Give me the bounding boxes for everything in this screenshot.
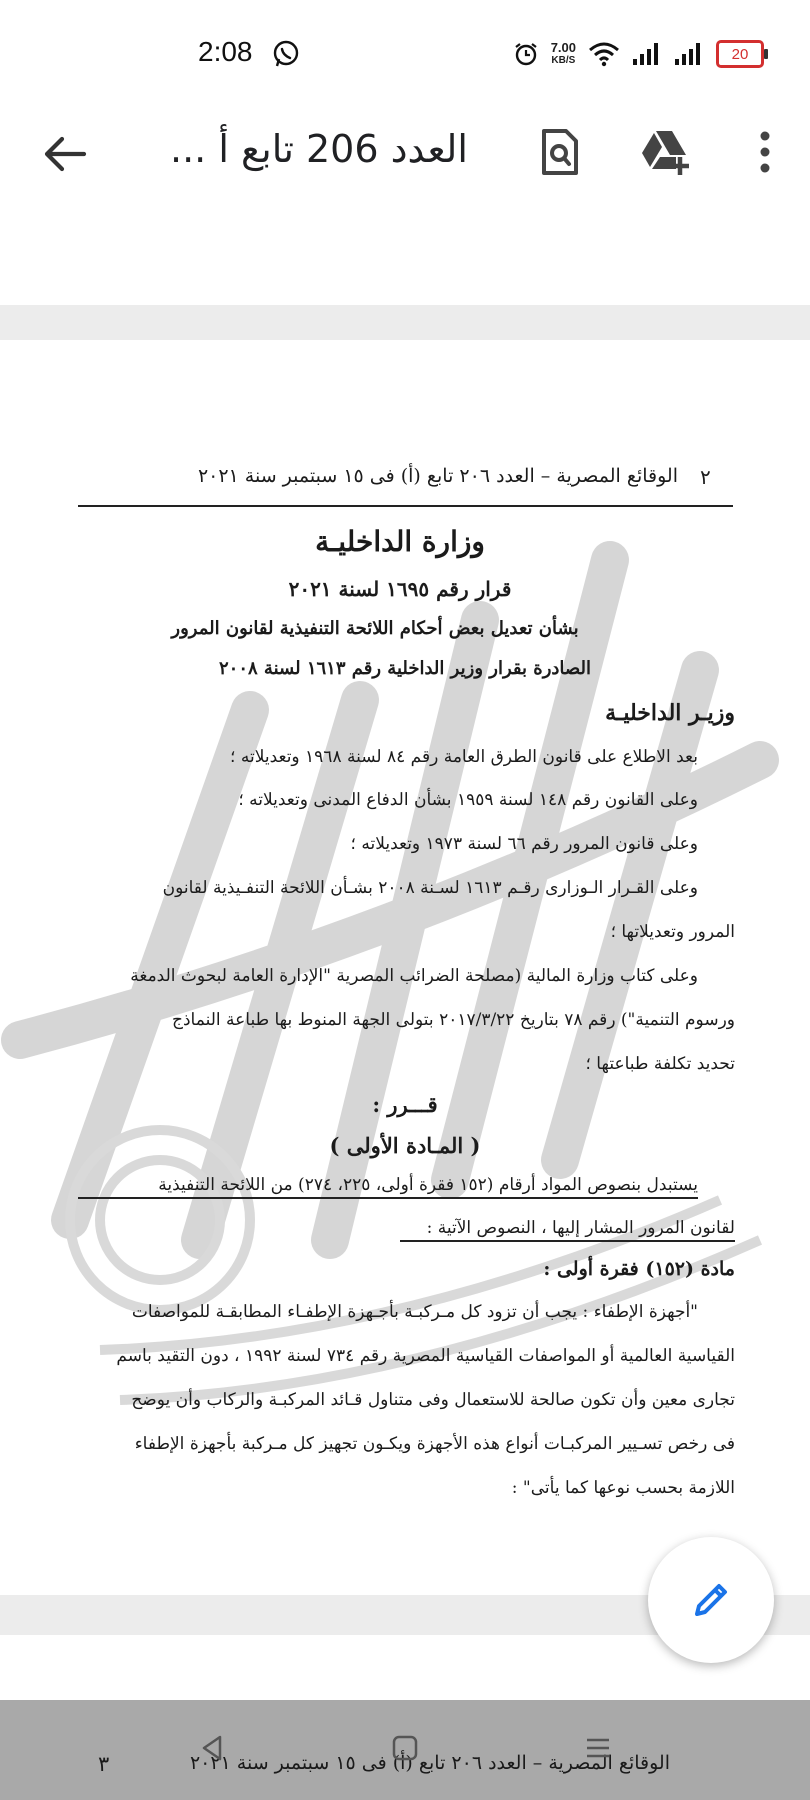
search-document-icon[interactable] <box>530 123 588 181</box>
next-page-header: الوقائع المصرية – العدد ٢٠٦ تابع (أ) فى ١٥ سبتمبر سنة ٢٠٢١ <box>189 1752 670 1774</box>
preamble-line: بعد الاطلاع على قانون الطرق العامة رقم ٨٤ لسنة ١٩٦٨ وتعديلاته ؛ <box>230 747 698 767</box>
nav-back-icon[interactable] <box>196 1732 228 1764</box>
edit-pencil-icon <box>687 1576 735 1624</box>
status-time: 2:08 <box>198 36 253 67</box>
network-speed-unit: KB/S <box>551 55 576 66</box>
preamble-line: وعلى القانون رقم ١٤٨ لسنة ١٩٥٩ بشأن الدفاع المدنى وتعديلاته ؛ <box>238 790 698 810</box>
whatsapp-icon <box>272 40 300 68</box>
preamble-line: المرور وتعديلاتها ؛ <box>610 922 735 942</box>
next-page-number: ٣ <box>98 1752 110 1776</box>
replace-clause-line-2: لقانون المرور المشار إليها ، النصوص الآتية : <box>400 1218 735 1242</box>
preamble-line: تحديد تكلفة طباعتها ؛ <box>585 1054 735 1074</box>
article-one-heading: ( المـادة الأولى ) <box>329 1133 481 1158</box>
body-line: فى رخص تسـيير المركبـات أنواع هذه الأجهزة ويكـون تجهيز كل مـركبة بأجهزة الإطفاء <box>134 1434 735 1454</box>
preamble-line: وعلى القـرار الـوزارى رقـم ١٦١٣ لسـنة ٢٠٠٨ بشـأن اللائحة التنفـيذية لقانون <box>162 878 698 898</box>
decides-heading: قـــرر : <box>372 1092 438 1117</box>
preamble-line: وعلى قانون المرور رقم ٦٦ لسنة ١٩٧٣ وتعديلاته ؛ <box>350 834 698 854</box>
ministry-heading: وزارة الداخليـة <box>315 525 485 558</box>
edit-button[interactable] <box>648 1537 774 1663</box>
add-to-drive-icon[interactable] <box>636 123 694 181</box>
status-bar <box>0 0 810 105</box>
decree-subject-line-2: الصادرة بقرار وزير الداخلية رقم ١٦١٣ لسنة ٢٠٠٨ <box>218 658 591 679</box>
decree-number: قرار رقم ١٦٩٥ لسنة ٢٠٢١ <box>288 577 512 601</box>
app-toolbar <box>0 105 810 225</box>
back-arrow-icon[interactable] <box>36 125 94 183</box>
minister-heading: وزيـر الداخليـة <box>605 700 735 726</box>
nav-recents-icon[interactable] <box>582 1732 614 1764</box>
network-speed <box>551 41 576 67</box>
system-nav-bar <box>0 1700 810 1800</box>
pdf-page <box>0 340 810 1595</box>
status-icons <box>513 36 764 72</box>
battery-level: 20 <box>731 45 749 63</box>
body-line: تجارى معين وأن تكون صالحة للاستعمال وفى متناول قـائد المركبـة والركاب وأن يوضح <box>131 1390 735 1410</box>
page-header: الوقائع المصرية – العدد ٢٠٦ تابع (أ) فى ١٥ سبتمبر سنة ٢٠٢١ <box>197 465 678 487</box>
preamble-line: وعلى كتاب وزارة المالية (مصلحة الضرائب المصرية "الإدارة العامة لبحوث الدمغة <box>130 966 698 986</box>
body-line: القياسية العالمية أو المواصفات القياسية المصرية رقم ٧٣٤ لسنة ١٩٩٢ ، دون التقيد باسم <box>116 1346 735 1366</box>
replace-clause: يستبدل بنصوص المواد أرقام (١٥٢ فقرة أولى، ٢٢٥، ٢٧٤) من اللائحة التنفيذية <box>78 1175 698 1199</box>
article-152-heading: مادة (١٥٢) فقرة أولى : <box>543 1258 735 1280</box>
preamble-line: ورسوم التنمية") رقم ٧٨ بتاريخ ٢٠١٧/٣/٢٢ بتولى الجهة المنوط بها طباعة النماذج <box>172 1010 735 1030</box>
more-vert-icon[interactable] <box>736 123 794 181</box>
header-rule <box>78 505 733 507</box>
battery-icon <box>716 40 764 68</box>
body-line: اللازمة بحسب نوعها كما يأتى" : <box>511 1478 735 1498</box>
decree-subject: بشأن تعديل بعض أحكام اللائحة التنفيذية لقانون المرور <box>171 618 579 639</box>
document-title[interactable]: العدد 206 تابع أ ... <box>170 127 468 171</box>
network-speed-value: 7.00 <box>550 40 576 55</box>
body-line: "أجهزة الإطفاء : يجب أن تزود كل مـركبـة بأجـهزة الإطفـاء المطابقـة للمواصفات <box>131 1302 698 1322</box>
nav-home-icon[interactable] <box>389 1732 421 1764</box>
signal-icon <box>632 41 662 67</box>
signal-icon <box>674 41 704 67</box>
wifi-icon <box>588 41 620 67</box>
page-number: ٢ <box>700 465 711 489</box>
page-gap <box>0 305 810 340</box>
alarm-icon <box>513 41 539 67</box>
